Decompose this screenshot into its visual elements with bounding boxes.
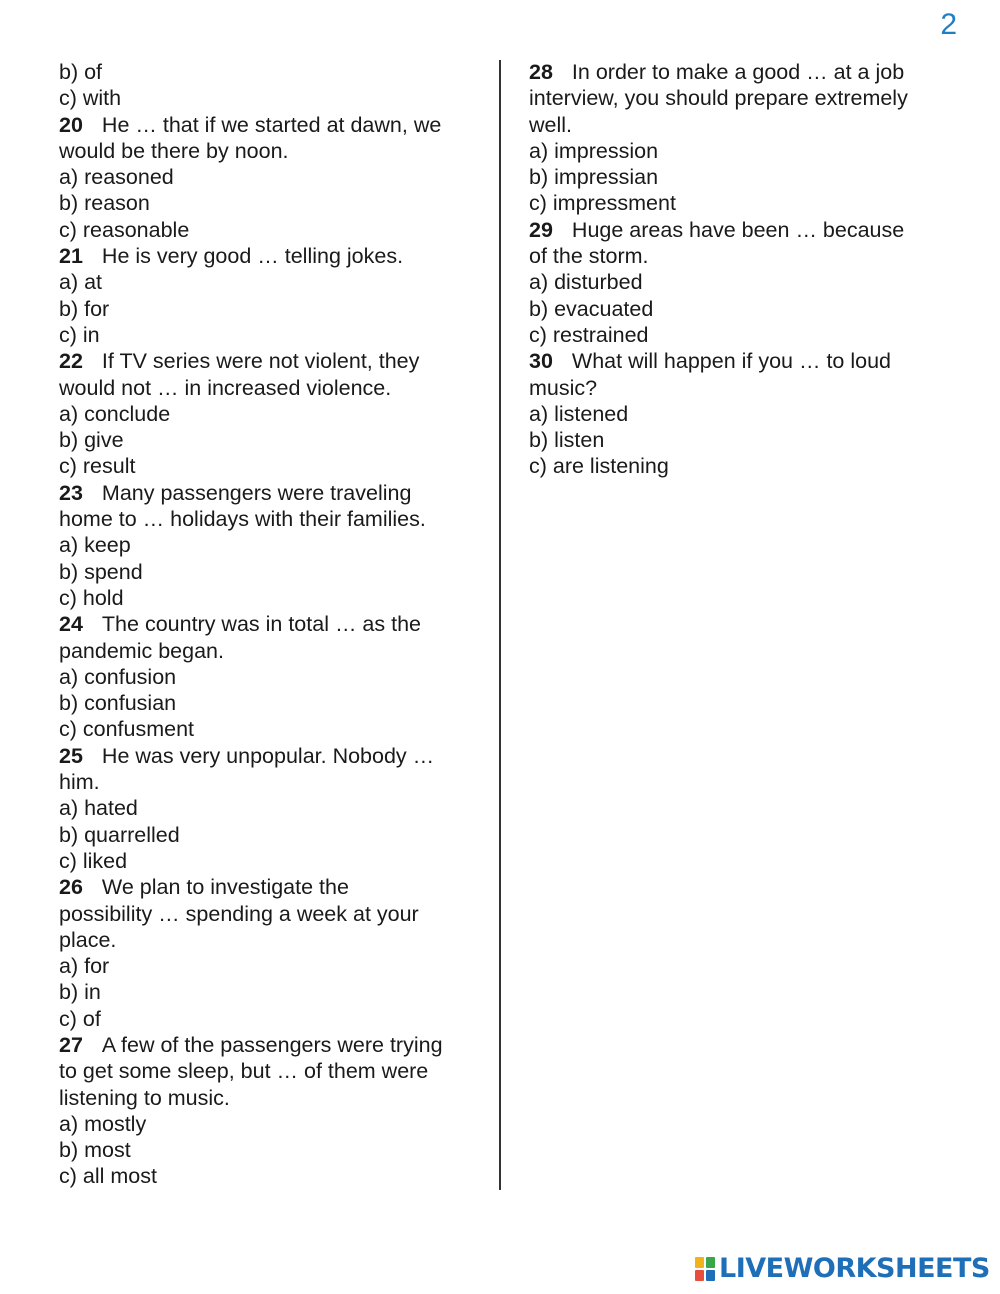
option: b) listen [529,428,605,453]
question-text: well. [529,112,573,137]
question-number: 25 [59,743,83,768]
question-text: A few of the passengers were trying [101,1032,443,1057]
question-text: would be there by noon. [59,138,289,163]
question-number: 30 [529,349,553,374]
option: c) with [59,86,122,111]
question-number: 29 [529,217,553,242]
question-text: interview, you should prepare extremely [529,86,908,111]
option: b) reason [59,191,150,216]
left-column [59,59,484,1190]
question-text: pandemic began. [59,638,224,663]
question-number: 26 [59,875,83,900]
question-text: possibility … spending a week at your [59,901,419,926]
question-text: him. [59,770,100,795]
option: a) reasoned [59,165,174,190]
question-text: He … that if we started at dawn, we [101,112,442,137]
right-column [529,59,949,480]
question-stem [59,1032,484,1058]
liveworksheets-logo-icon [694,1256,716,1282]
question-stem [59,243,484,269]
question-text: The country was in total … as the [101,612,421,637]
option: a) listened [529,401,629,426]
question-text: would not … in increased violence. [59,375,392,400]
question-number: 22 [59,349,83,374]
question-number: 24 [59,612,83,637]
question-stem [59,480,484,506]
question-stem [59,743,484,769]
option: c) hold [59,585,124,610]
option: a) mostly [59,1111,147,1136]
question-stem [529,348,949,374]
option: a) at [59,270,103,295]
page-number: 2 [940,8,957,41]
question-23 [59,480,484,611]
question-text: We plan to investigate the [101,875,349,900]
option: b) impressian [529,165,659,190]
option: c) in [59,322,100,347]
question-text: place. [59,927,117,952]
question-text: He is very good … telling jokes. [101,244,404,269]
question-30 [529,348,949,479]
column-divider [499,60,501,1190]
question-text: What will happen if you … to loud [571,349,892,374]
logo-text: LIVEWORKSHEETS [719,1253,990,1284]
question-text: Many passengers were traveling [101,480,412,505]
option: a) disturbed [529,270,643,295]
question-25 [59,743,484,874]
option: c) liked [59,848,128,873]
option: b) quarrelled [59,822,180,847]
question-26 [59,874,484,1032]
question-number: 20 [59,112,83,137]
option: c) of [59,1006,101,1031]
question-number: 23 [59,480,83,505]
question-text: If TV series were not violent, they [101,349,420,374]
option: a) impression [529,138,659,163]
option: c) reasonable [59,217,190,242]
option: a) confusion [59,664,177,689]
option: b) confusian [59,691,177,716]
option: b) of [59,60,103,84]
question-number: 21 [59,244,83,269]
question-text: In order to make a good … at a job [571,60,905,84]
question-text: music? [529,375,598,400]
question-number: 28 [529,60,553,84]
question-text: home to … holidays with their families. [59,507,426,532]
question-text: Huge areas have been … because [571,217,905,242]
question-28 [529,59,949,217]
option: b) evacuated [529,296,654,321]
option: b) in [59,980,101,1005]
question-stem [59,874,484,900]
question-27 [59,1032,484,1190]
question-21 [59,243,484,348]
option: b) spend [59,559,143,584]
question-text: listening to music. [59,1085,230,1110]
option: a) for [59,954,110,979]
question-24 [59,611,484,742]
question-stem [529,59,949,85]
question-stem [529,217,949,243]
question-text: of the storm. [529,244,649,269]
question-20 [59,112,484,243]
option: c) result [59,454,136,479]
question-22 [59,348,484,479]
option: b) most [59,1138,131,1163]
question-29 [529,217,949,348]
question-text: to get some sleep, but … of them were [59,1059,429,1084]
question-stem [59,611,484,637]
option: c) impressment [529,191,676,216]
option: a) keep [59,533,131,558]
question-stem [59,112,484,138]
question-number: 27 [59,1032,83,1057]
option: b) give [59,428,124,453]
option: c) are listening [529,454,669,479]
option: a) hated [59,796,138,821]
question-text: He was very unpopular. Nobody … [101,743,435,768]
liveworksheets-logo[interactable] [694,1253,990,1284]
option: b) for [59,296,110,321]
option: a) conclude [59,401,171,426]
option: c) confusment [59,717,195,742]
question-stem [59,348,484,374]
option: c) restrained [529,322,649,347]
option: c) all most [59,1164,157,1189]
